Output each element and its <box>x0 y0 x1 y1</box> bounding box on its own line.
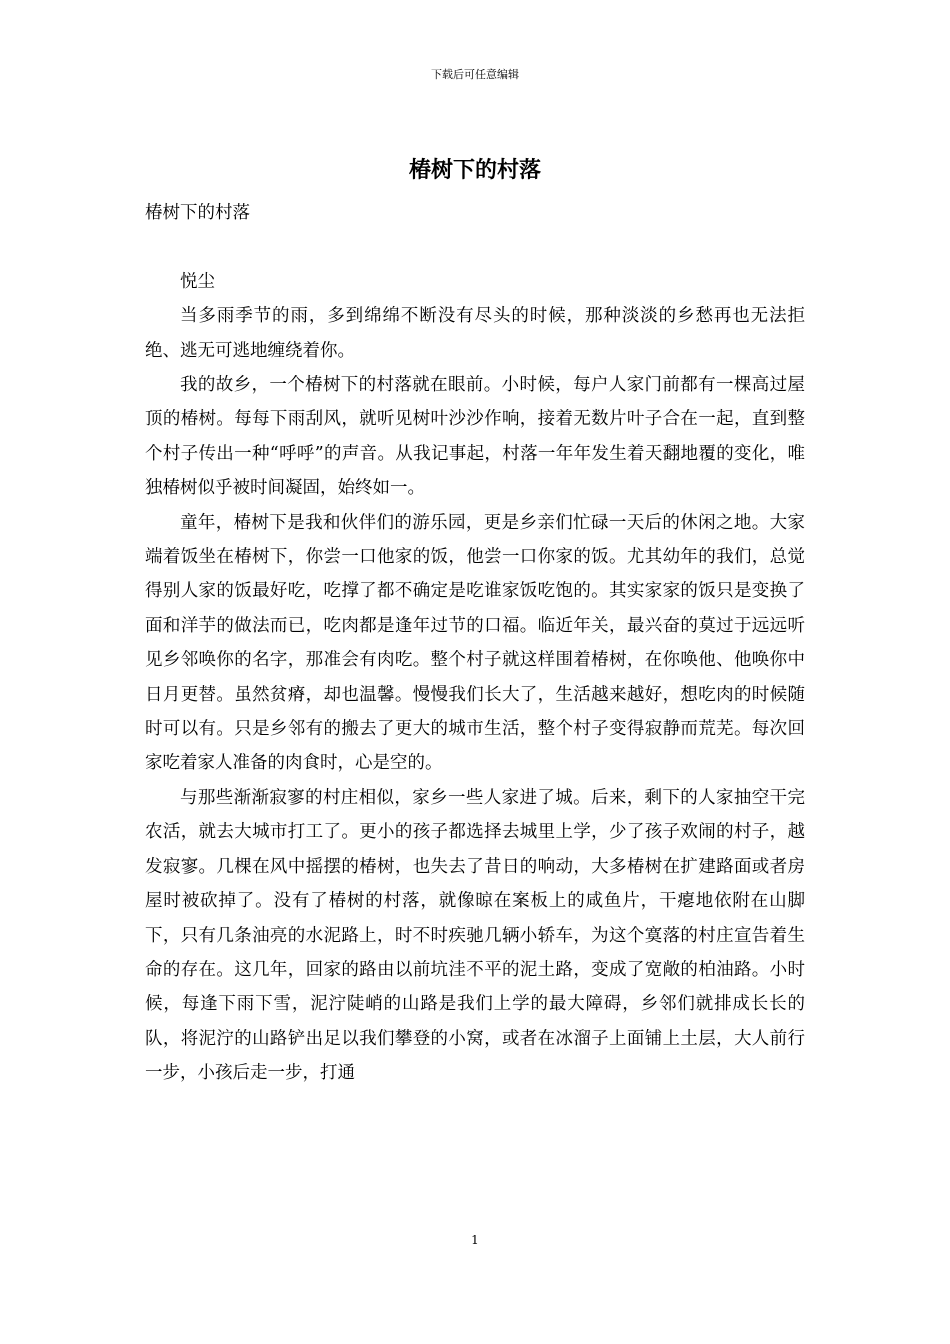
page-number: 1 <box>471 1233 479 1247</box>
body-paragraph: 当多雨季节的雨，多到绵绵不断没有尽头的时候，那种淡淡的乡愁再也无法拒绝、逃无可逃地缠绕着你。 <box>145 306 805 361</box>
body-paragraph: 我的故乡，一个椿树下的村落就在眼前。小时候，每户人家门前都有一棵高过屋顶的椿树。每每下雨刮风，就听见树叶沙沙作响，接着无数片叶子合在一起，直到整个村子传出一种“呼呼”的声音。从我记事起，村落一年年发生着天翻地覆的变化，唯独椿树似乎被时间凝固，始终如一。 <box>145 375 805 499</box>
document-title: 椿树下的村落 <box>408 157 541 183</box>
header-note: 下载后可任意编辑 <box>431 68 519 81</box>
document-subtitle: 椿树下的村落 <box>145 203 250 223</box>
body-paragraph: 与那些渐渐寂寥的村庄相似，家乡一些人家进了城。后来，剩下的人家抽空干完农活，就去大城市打工了。更小的孩子都选择去城里上学，少了孩子欢闹的村子，越发寂寥。几棵在风中摇摆的椿树，也失去了昔日的响动，大多椿树在扩建路面或者房屋时被砍掉了。没有了椿树的村落，就像晾在案板上的咸鱼片，干瘪地依附在山脚下，只有几条油亮的水泥路上，时不时疾驰几辆小轿车，为这个寞落的村庄宣告着生命的存在。这几年，回家的路由以前坑洼不平的泥土路，变成了宽敞的柏油路。小时候，每逢下雨下雪，泥泞陡峭的山路是我们上学的最大障碍，乡邻们就排成长长的队，将泥泞的山路铲出足以我们攀登的小窝，或者在冰溜子上面铺上土层，大人前行一步，小孩后走一步，打通 <box>145 787 805 1084</box>
body-paragraph: 童年，椿树下是我和伙伴们的游乐园，更是乡亲们忙碌一天后的休闲之地。大家端着饭坐在椿树下，你尝一口他家的饭，他尝一口你家的饭。尤其幼年的我们，总觉得别人家的饭最好吃，吃撑了都不确定是吃谁家饭吃饱的。其实家家的饭只是变换了面和洋芋的做法而已，吃肉都是逢年过节的口福。临近年关，最兴奋的莫过于远远听见乡邻唤你的名字，那准会有肉吃。整个村子就这样围着椿树，在你唤他、他唤你中日月更替。虽然贫瘠，却也温馨。慢慢我们长大了，生活越来越好，想吃肉的时候随时可以有。只是乡邻有的搬去了更大的城市生活，整个村子变得寂静而荒芜。每次回家吃着家人准备的肉食时，心是空的。 <box>145 512 805 774</box>
blank-line <box>145 230 805 264</box>
document-body <box>145 196 805 1091</box>
author-name: 悦尘 <box>180 271 215 292</box>
